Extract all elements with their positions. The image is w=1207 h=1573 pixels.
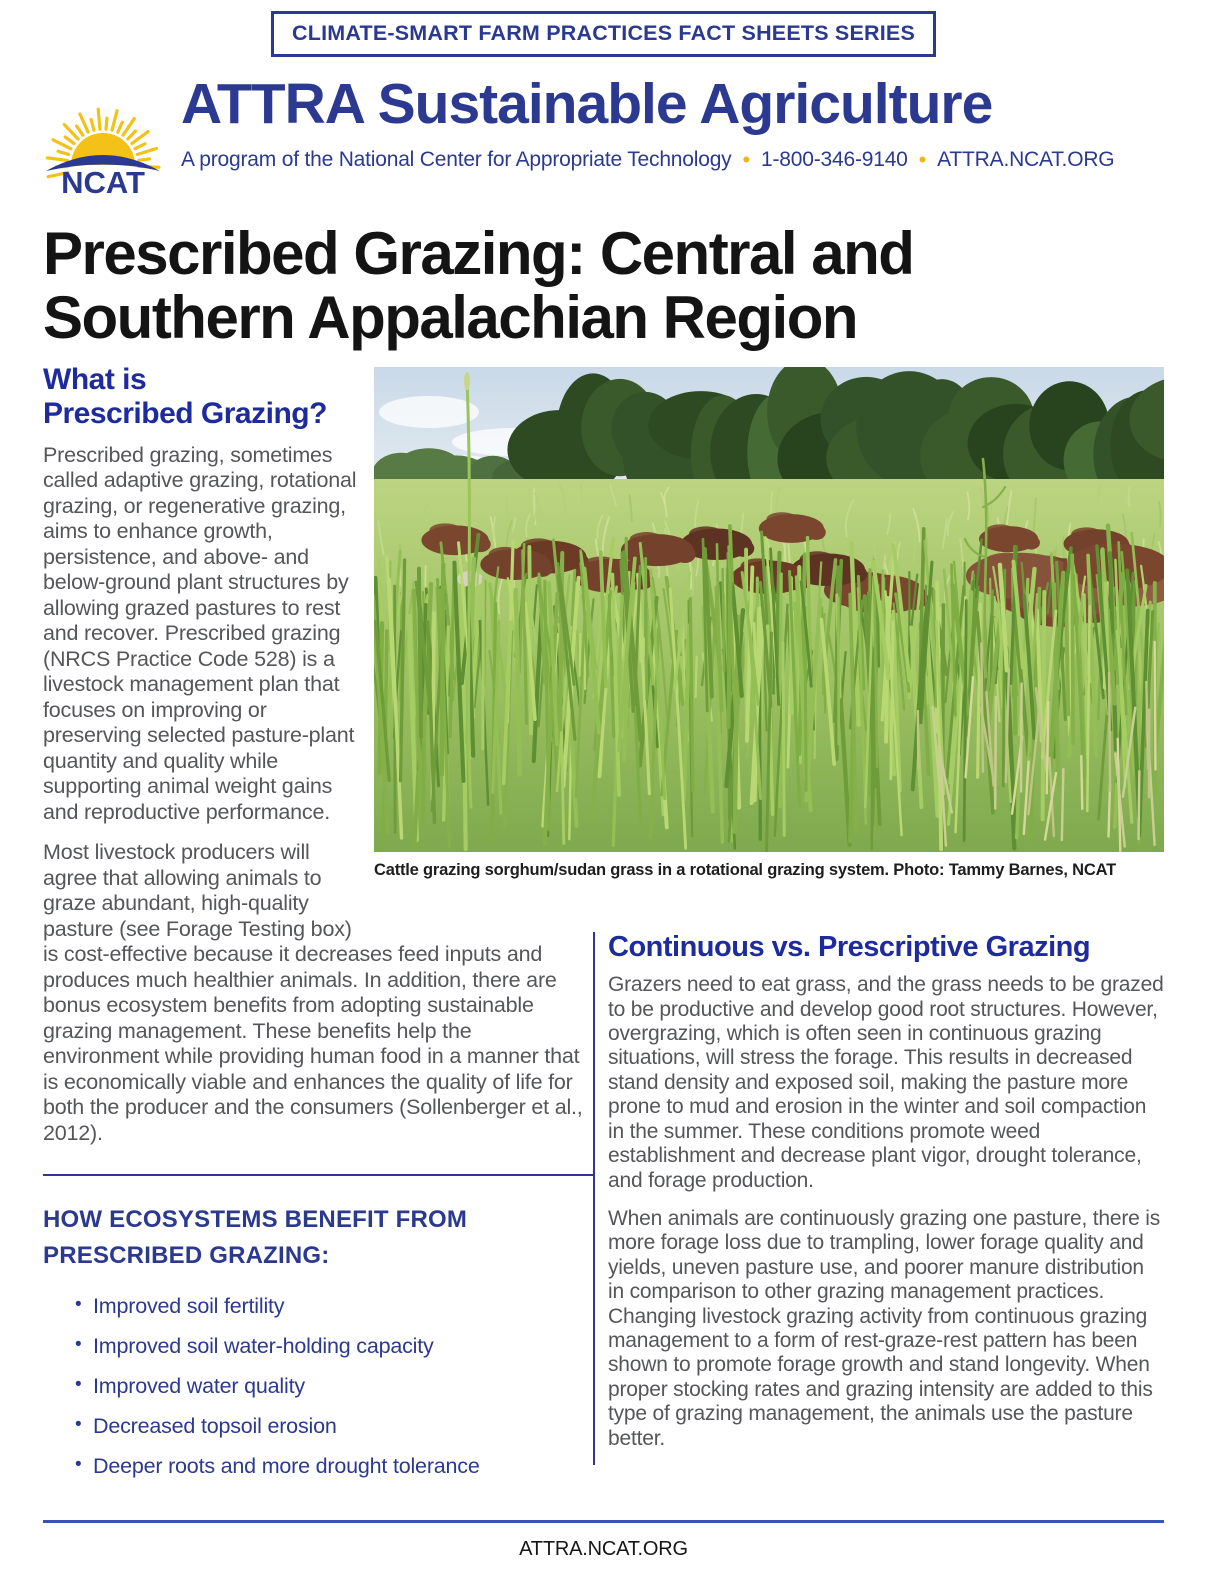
gold-dot-icon: • — [742, 149, 750, 171]
benefits-heading-line2: PRESCRIBED GRAZING: — [43, 1242, 329, 1269]
attra-title: ATTRA Sustainable Agriculture — [181, 75, 1114, 133]
benefits-heading — [43, 1202, 595, 1274]
content-area — [43, 363, 1164, 1494]
what-is-paragraph-1: Prescribed grazing, sometimes called adaptive grazing, rotational grazing, or regenerative grazing, aims to enhance growth, persistence, and above- and below-ground plant structures by allowing grazed pastures to rest and recover. Prescribed grazing (NRCS Practice Code 528) is a livestock management plan that focuses on improving or preserving selected pasture-plant quantity and quality while supporting animal weight gains and reproductive performance. — [43, 443, 1164, 826]
footer-site-url: ATTRA.NCAT.ORG — [43, 1523, 1164, 1573]
what-is-paragraph-2: Most livestock producers will agree that allowing animals to graze abundant, high-quality pasture (see Forage Testing box) is cost-effective because it decreases feed inputs and produces much healthier animals. In addition, there are bonus ecosystem benefits from adopting sustainable grazing management. These benefits help the environment while providing human food in a manner that is economically viable and enhances the quality of life for both the producer and the consumers (Sollenberger et al., 2012). — [43, 840, 1164, 1146]
benefit-item: • Improved soil water-holding capacity — [75, 1334, 595, 1359]
benefit-item: • Improved soil fertility — [75, 1294, 595, 1319]
pasture-figure — [374, 367, 1164, 880]
page-title — [43, 222, 1164, 350]
fact-sheet-page — [0, 11, 1207, 1573]
what-is-heading-line1: What is — [43, 363, 146, 396]
continuous-paragraph-1: Grazers need to eat grass, and the grass needs to be grazed to be productive and develop good root structures. However, overgrazing, which is often seen in continuous grazing situations, will stress the forage. This results in decreased stand density and exposed soil, making the pasture more prone to mud and erosion in the winter and soil compaction in the summer. These conditions promote weed establishment and decrease plant vigor, drought tolerance, and forage production. — [608, 973, 1164, 1193]
photo-caption: Cattle grazing sorghum/sudan grass in a rotational grazing system. Photo: Tammy Barnes, NCAT — [374, 861, 1164, 880]
benefit-item: • Improved water quality — [75, 1374, 595, 1399]
page-title-line2: Southern Appalachian Region — [43, 284, 857, 351]
series-banner — [271, 11, 936, 57]
website-url: ATTRA.NCAT.ORG — [937, 148, 1114, 172]
cattle-pasture-photo — [374, 367, 1164, 852]
page-title-line1: Prescribed Grazing: Central and — [43, 220, 913, 287]
what-is-heading-line2: Prescribed Grazing? — [43, 397, 327, 430]
benefits-list — [75, 1294, 595, 1479]
gold-dot-icon: • — [919, 149, 927, 171]
benefit-item: • Deeper roots and more drought tolerance — [75, 1454, 595, 1479]
ncat-logo-text: NCAT — [61, 165, 145, 197]
tagline-text: A program of the National Center for Appropriate Technology — [181, 148, 731, 172]
continuous-heading: Continuous vs. Prescriptive Grazing — [608, 932, 1164, 964]
benefits-heading-line1: HOW ECOSYSTEMS BENEFIT FROM — [43, 1206, 467, 1233]
continuous-grazing-panel — [593, 932, 1164, 1465]
benefit-item: • Decreased topsoil erosion — [75, 1414, 595, 1439]
masthead — [43, 73, 1164, 197]
continuous-paragraph-2: When animals are continuously grazing one pasture, there is more forage loss due to trampling, lower forage quality and yields, uneven pasture use, and poorer manure distribution in comparison to other grazing management practices. Changing livestock grazing activity from continuous grazing management to a form of rest-graze-rest pattern has been shown to promote forage growth and stand longevity. When proper stocking rates and grazing intensity are added to this type of grazing management, the animals use the pasture better. — [608, 1207, 1164, 1451]
masthead-tagline — [181, 148, 1114, 172]
phone-number: 1-800-346-9140 — [761, 148, 908, 172]
ecosystem-benefits-box — [43, 1174, 595, 1479]
series-banner-text: CLIMATE-SMART FARM PRACTICES FACT SHEETS SERIES — [292, 21, 915, 45]
ncat-logo — [43, 73, 163, 197]
masthead-text — [181, 73, 1114, 172]
